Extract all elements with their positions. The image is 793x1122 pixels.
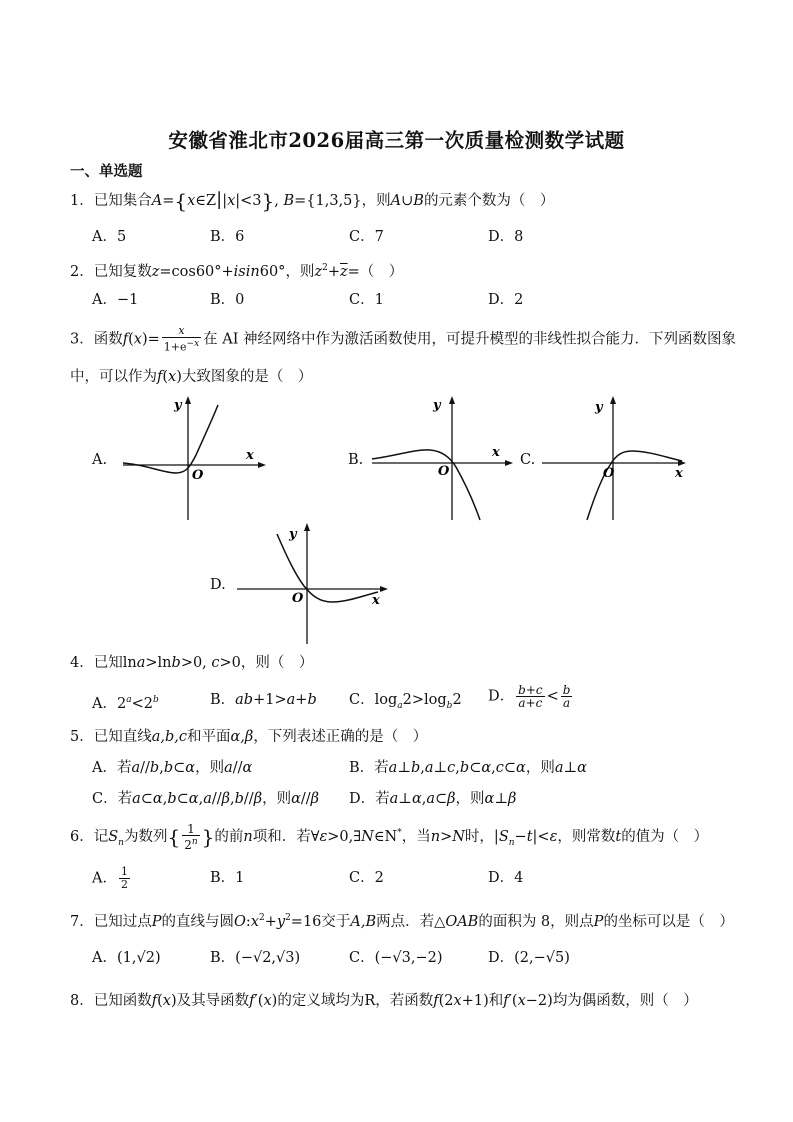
q3-graph-c[interactable] [540, 395, 690, 525]
q5-option-c[interactable]: C．若a⊂α,b⊂α,a//β,b//β，则α//β [92, 791, 320, 807]
q7-option-a[interactable]: A．(1,√2) [92, 950, 161, 966]
q6-option-a[interactable]: A． $\frac{1}{2}$ [92, 865, 128, 891]
q6-option-d[interactable]: D．4 [488, 870, 524, 886]
q3-graph-a[interactable] [118, 395, 268, 525]
page-title: 安徽省淮北市2026届高三第一次质量检测数学试题 [168, 129, 625, 152]
q1-option-c[interactable]: C．7 [349, 229, 384, 245]
svg-text:y: y [174, 398, 182, 413]
q3-graph-b[interactable] [370, 395, 520, 525]
q7-option-c[interactable]: C．(−√3,−2) [349, 950, 443, 966]
q7-option-b[interactable]: B．(−√2,√3) [210, 950, 301, 966]
q2-option-d[interactable]: D．2 [488, 292, 524, 308]
q3-label-c[interactable]: C. [520, 452, 536, 468]
q5-option-b[interactable]: B．若a⊥b,a⊥c,b⊂α,c⊂α，则a⊥α [349, 760, 587, 776]
svg-text:y: y [595, 400, 603, 415]
q5-option-d[interactable]: D．若a⊥α,a⊂β，则α⊥β [349, 791, 517, 807]
q3-graph-d[interactable] [232, 522, 392, 647]
q3-label-b[interactable]: B. [348, 452, 364, 468]
svg-text:O: O [292, 591, 304, 606]
q2-option-c[interactable]: C．1 [349, 292, 384, 308]
svg-text:O: O [192, 468, 204, 483]
q4-option-c[interactable]: C．$\log_a2>\log_b2$ [349, 692, 462, 711]
svg-text:x: x [675, 466, 683, 481]
svg-text:x: x [246, 448, 254, 463]
question-3-line2: 中，可以作为f(x)大致图象的是（ ） [70, 369, 313, 385]
question-7: 7．已知过点P的直线与圆$O:x^2+y^2=16$交于A,B两点．若△OAB的面积为 8，则点P的坐标可以是（ ） [70, 913, 734, 930]
q4-option-a[interactable]: A．$2^a<2^b$ [92, 695, 159, 712]
q1-option-a[interactable]: A．5 [92, 229, 127, 245]
q1-option-b[interactable]: B．6 [210, 229, 245, 245]
question-1: 1．已知集合A={x∈Z||x|<3}, B={1,3,5}，则A∪B的元素个数为（ ） [70, 189, 555, 213]
q3-label-a[interactable]: A. [92, 452, 108, 468]
question-6: 6．记$S_n$为数列{ $\frac{1}{2^n}$ }的前n项和．若∀ε>0,∃N∈N*，当n>N时，$|S_n-t|<\varepsilon$，则常数t的值为（ ） [70, 822, 709, 852]
q7-option-d[interactable]: D．(2,−√5) [488, 950, 570, 966]
svg-text:x: x [372, 593, 380, 608]
q6-option-c[interactable]: C．2 [349, 870, 384, 886]
svg-text:y: y [289, 527, 297, 542]
q3-label-d[interactable]: D. [210, 577, 226, 593]
section-heading: 一、单选题 [70, 163, 143, 180]
question-5: 5．已知直线a,b,c和平面α,β，下列表述正确的是（ ） [70, 729, 428, 745]
q4-option-d[interactable]: D． $\frac{b+c}{a+c}$ < $\frac{b}{a}$ [488, 683, 571, 710]
svg-text:y: y [433, 398, 441, 413]
svg-text:x: x [492, 445, 500, 460]
q1-option-d[interactable]: D．8 [488, 229, 524, 245]
svg-text:O: O [603, 466, 615, 481]
svg-text:O: O [438, 464, 450, 479]
question-4: 4．已知lna>lnb>0, c>0，则（ ） [70, 655, 314, 671]
q5-option-a[interactable]: A．若a//b,b⊂α，则a//α [92, 760, 253, 776]
q2-option-b[interactable]: B．0 [210, 292, 245, 308]
q4-option-b[interactable]: B．ab+1>a+b [210, 692, 317, 708]
q2-option-a[interactable]: A．−1 [92, 292, 139, 308]
question-3: 3．函数f(x)= $\frac{x}{1+e^{-x}}$ 在 AI 神经网络中作为激活函数使用，可提升模型的非线性拟合能力．下列函数图象 [70, 324, 737, 354]
question-8: 8．已知函数f(x)及其导函数f′(x)的定义域均为R，若函数f(2x+1)和f′(x−2)均为偶函数，则（ ） [70, 993, 698, 1009]
q6-option-b[interactable]: B．1 [210, 870, 245, 886]
question-2: 2．已知复数z=cos60°+isin60°，则$z^2+\overline{z}=$（ ） [70, 263, 404, 280]
